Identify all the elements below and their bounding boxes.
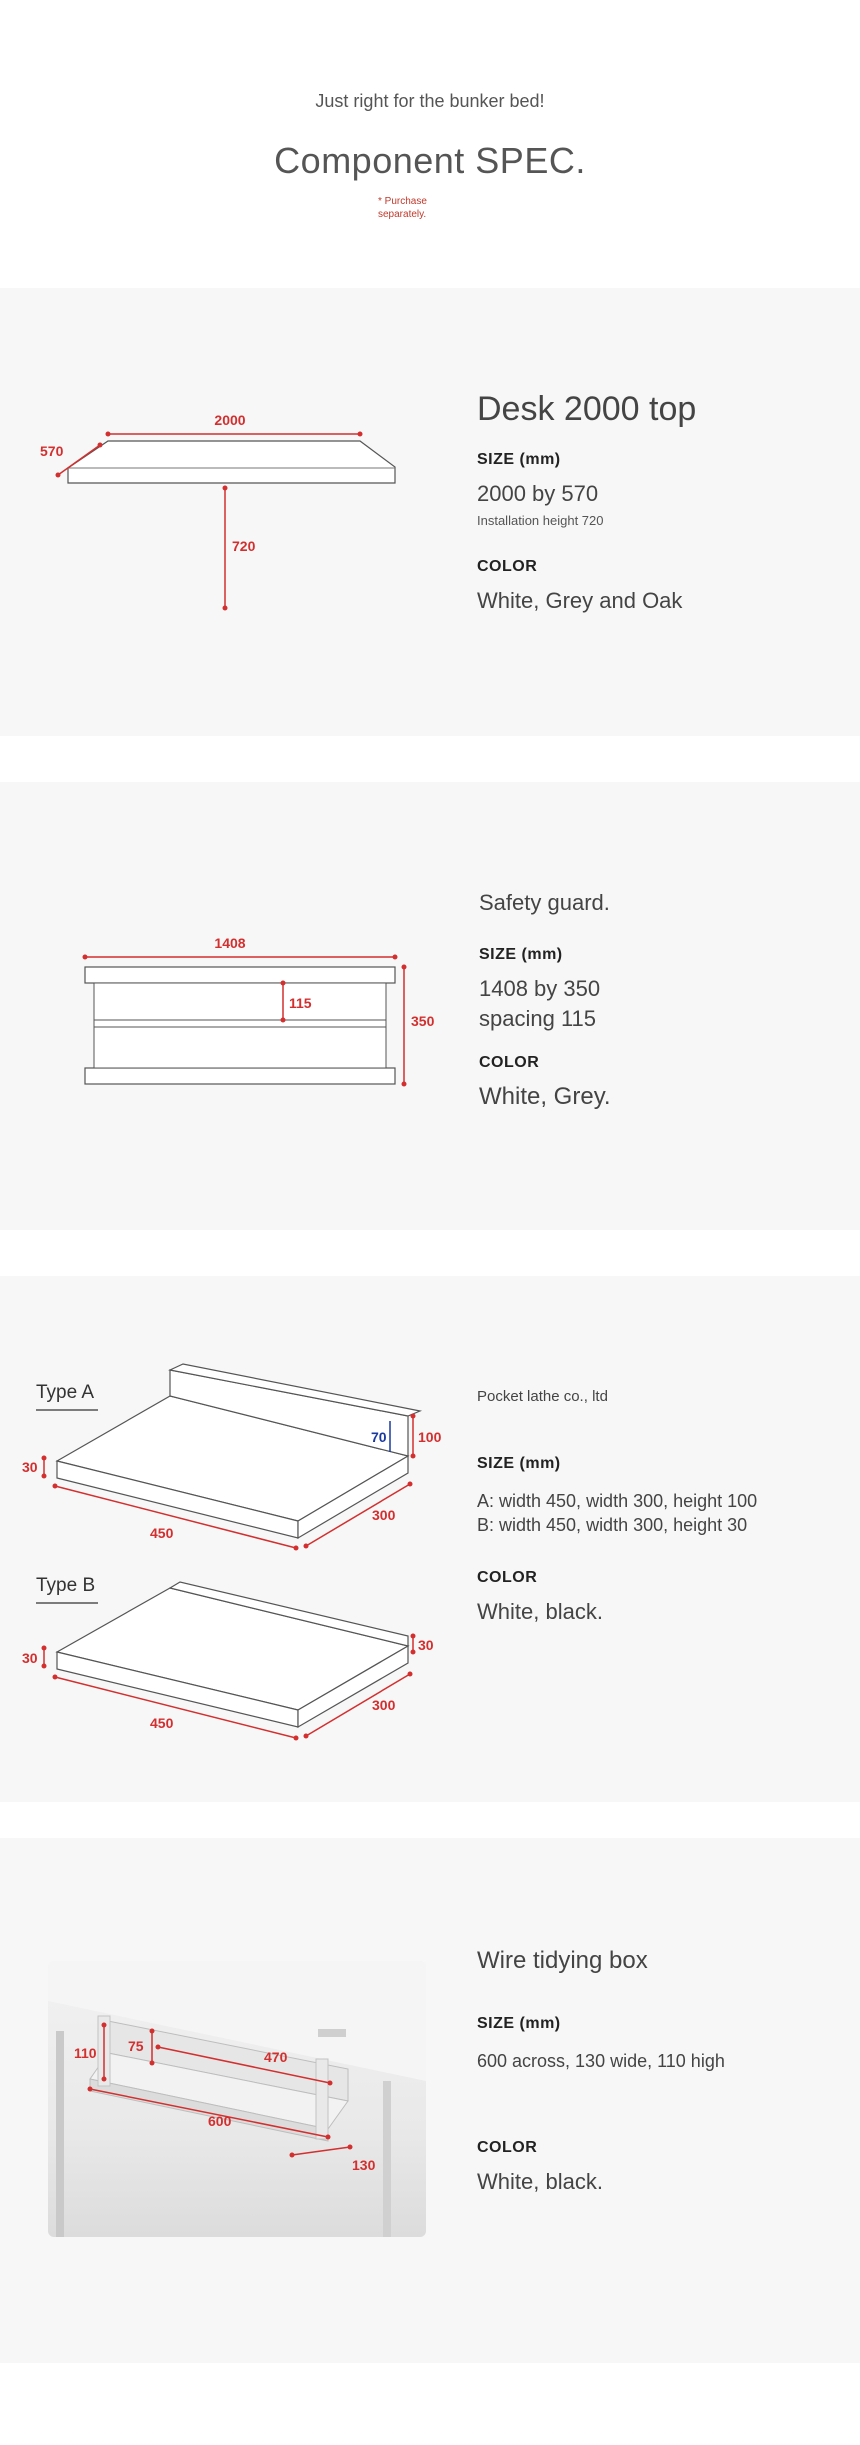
desk-top-shape: [68, 441, 395, 483]
wire-h1-label: 110: [74, 2045, 97, 2061]
shelf-size-line-2: B: width 450, width 300, height 30: [477, 1515, 748, 1535]
gap-4: [0, 2363, 860, 2445]
wire-color-label: COLOR: [477, 2139, 538, 2156]
desk-color-label: COLOR: [477, 558, 538, 575]
wire-size-value: 600 across, 130 wide, 110 high: [477, 2051, 725, 2071]
shelf-name: Pocket lathe co., ltd: [477, 1388, 608, 1405]
type-b-height-label: 30: [22, 1650, 38, 1666]
guard-spacing-label: 115: [289, 995, 312, 1011]
wire-color-value: White, black.: [477, 2169, 603, 2194]
guard-spec: [479, 890, 611, 1112]
desk-installation: Installation height 720: [477, 513, 604, 528]
wire-l1-label: 470: [264, 2049, 288, 2065]
wire-box-photo: [48, 1961, 426, 2237]
wire-spec: [477, 1947, 725, 2197]
guard-color-value: White, Grey.: [479, 1083, 611, 1110]
type-b-back-label: 30: [418, 1637, 434, 1653]
shelf-size-label: SIZE (mm): [477, 1455, 561, 1472]
desk-spec: [477, 390, 696, 616]
guard-height-label: 350: [411, 1013, 435, 1029]
desk-size-label: SIZE (mm): [477, 451, 561, 468]
header: [0, 0, 860, 288]
guard-size-label: SIZE (mm): [479, 946, 563, 963]
page-title: Component SPEC.: [274, 140, 586, 181]
wire-l2-label: 600: [208, 2113, 232, 2129]
shelf-spec: [477, 1388, 757, 1627]
gap-3: [0, 1802, 860, 1838]
wire-size-label: SIZE (mm): [477, 2015, 561, 2032]
gap-2: [0, 1230, 860, 1276]
guard-color-label: COLOR: [479, 1054, 540, 1071]
shelf-diagram: [0, 1276, 460, 1802]
shelf-size-line-1: A: width 450, width 300, height 100: [477, 1491, 758, 1511]
type-b-depth-label: 300: [372, 1697, 396, 1713]
guard-size-line-2: spacing 115: [479, 1006, 597, 1031]
purchase-note: [378, 195, 458, 221]
type-b-width-label: 450: [150, 1715, 174, 1731]
gap-1: [0, 736, 860, 782]
shelf-color-value: White, black.: [477, 1599, 603, 1624]
type-a-height-label: 30: [22, 1459, 38, 1475]
type-a-depth-label: 300: [372, 1507, 396, 1523]
shelf-color-label: COLOR: [477, 1569, 538, 1586]
guard-name: Safety guard.: [479, 890, 610, 915]
desk-name: Desk 2000 top: [477, 390, 697, 428]
type-a-width-label: 450: [150, 1525, 174, 1541]
type-a-label: Type A: [36, 1382, 95, 1403]
note-line-1: * Purchase: [378, 196, 427, 207]
wire-box-drawing: [48, 1961, 426, 2237]
desk-color-value: White, Grey and Oak: [477, 588, 683, 613]
wire-h2-label: 75: [128, 2038, 144, 2054]
guard-diagram: [0, 782, 440, 1230]
desk-height-label: 720: [232, 538, 256, 554]
guard-width-label: 1408: [214, 935, 246, 951]
tagline: Just right for the bunker bed!: [315, 91, 545, 111]
type-a-back-label: 100: [418, 1429, 442, 1445]
type-a-inner-label: 70: [371, 1429, 387, 1445]
wire-name: Wire tidying box: [477, 1947, 648, 1974]
wire-w-label: 130: [352, 2157, 376, 2173]
type-b-label: Type B: [36, 1575, 96, 1596]
desk-size-value: 2000 by 570: [477, 481, 599, 506]
note-line-2: separately.: [378, 209, 427, 220]
desk-depth-label: 570: [40, 443, 64, 459]
desk-diagram: [0, 288, 440, 736]
guard-size-line-1: 1408 by 350: [479, 976, 601, 1001]
desk-width-label: 2000: [214, 412, 246, 428]
